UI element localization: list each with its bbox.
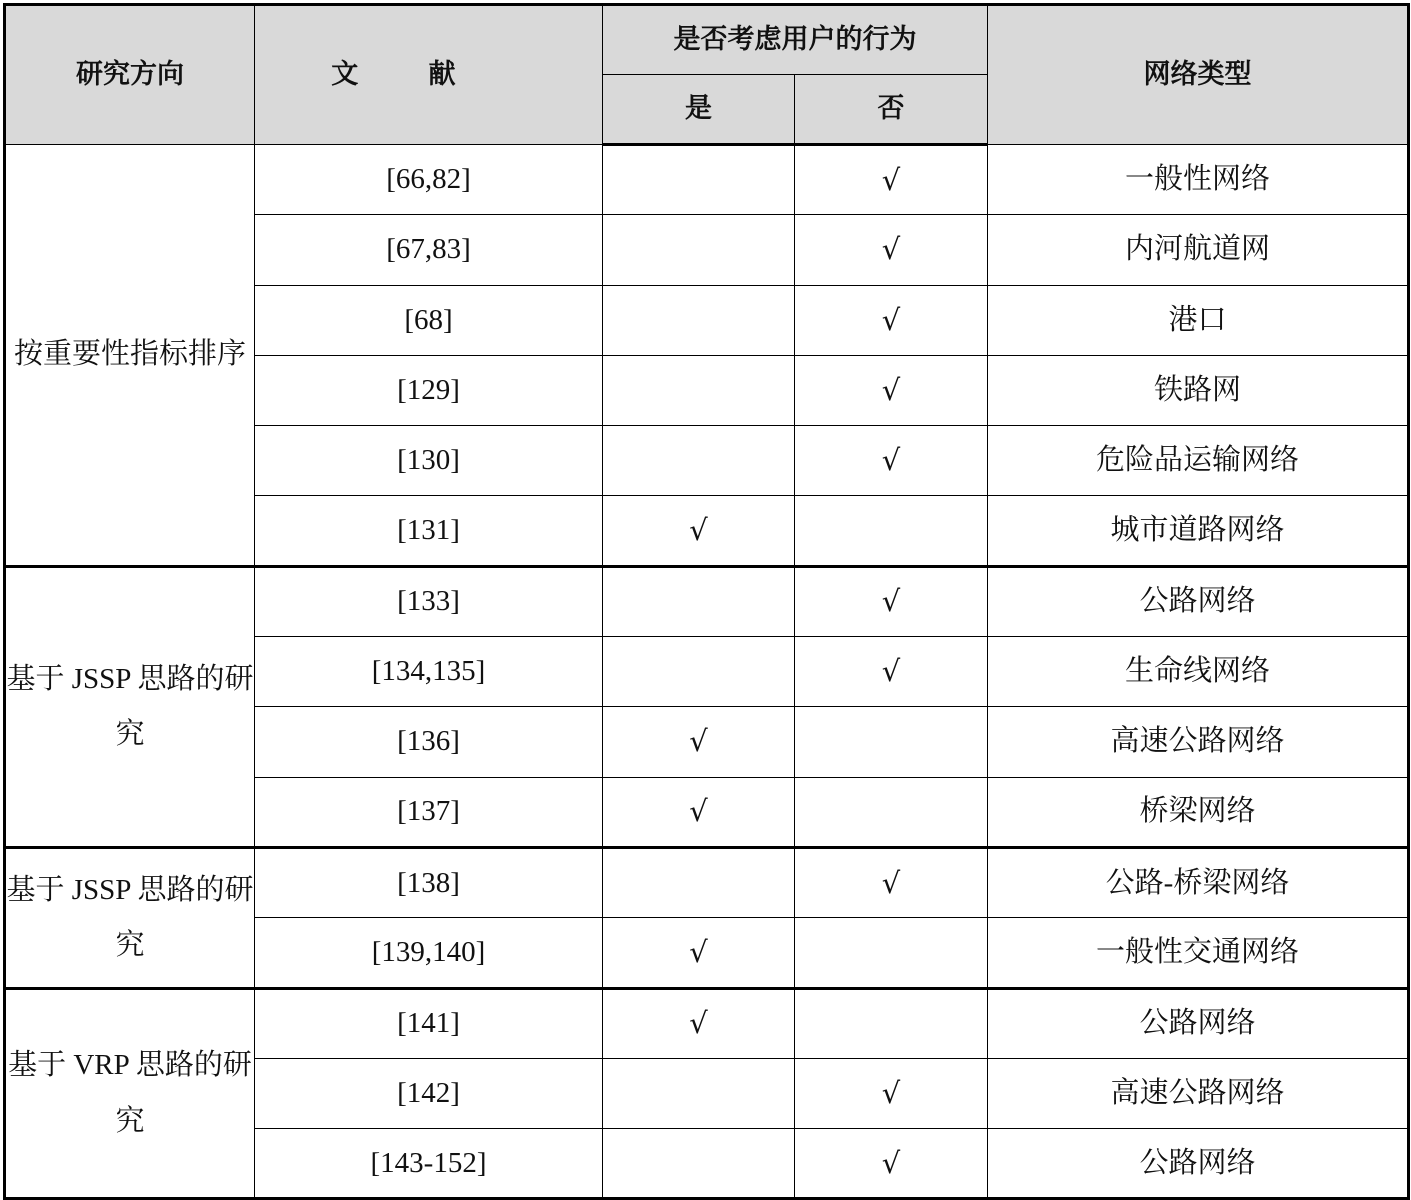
considers-user-no-cell xyxy=(795,777,988,847)
considers-user-yes-cell xyxy=(603,285,795,355)
header-yes: 是 xyxy=(603,75,795,145)
table-header xyxy=(5,5,1409,145)
network-type-cell: 一般性网络 xyxy=(988,145,1409,215)
research-direction-cell: 按重要性指标排序 xyxy=(5,145,255,567)
header-no: 否 xyxy=(795,75,988,145)
reference-cell: [130] xyxy=(255,426,603,496)
considers-user-no-cell: √ xyxy=(795,426,988,496)
research-direction-cell: 基于 JSSP 思路的研究 xyxy=(5,566,255,847)
considers-user-no-cell xyxy=(795,918,988,988)
header-direction: 研究方向 xyxy=(5,5,255,145)
considers-user-no-cell: √ xyxy=(795,1129,988,1199)
considers-user-yes-cell xyxy=(603,145,795,215)
research-direction-cell: 基于 VRP 思路的研究 xyxy=(5,988,255,1199)
network-type-cell: 公路-桥梁网络 xyxy=(988,847,1409,917)
header-literature: 文献 xyxy=(255,5,603,145)
table-row xyxy=(5,988,1409,1058)
network-type-cell: 城市道路网络 xyxy=(988,496,1409,566)
considers-user-yes-cell xyxy=(603,215,795,285)
considers-user-yes-cell xyxy=(603,1058,795,1128)
network-type-cell: 公路网络 xyxy=(988,1129,1409,1199)
reference-cell: [131] xyxy=(255,496,603,566)
considers-user-yes-cell xyxy=(603,637,795,707)
research-direction-cell: 基于 JSSP 思路的研究 xyxy=(5,847,255,988)
considers-user-yes-cell xyxy=(603,566,795,636)
considers-user-no-cell: √ xyxy=(795,1058,988,1128)
header-network-type: 网络类型 xyxy=(988,5,1409,145)
considers-user-yes-cell xyxy=(603,426,795,496)
reference-cell: [143-152] xyxy=(255,1129,603,1199)
reference-cell: [139,140] xyxy=(255,918,603,988)
network-type-cell: 港口 xyxy=(988,285,1409,355)
literature-comparison-table xyxy=(3,3,1410,1200)
table-body xyxy=(5,145,1409,1199)
reference-cell: [68] xyxy=(255,285,603,355)
considers-user-yes-cell: √ xyxy=(603,988,795,1058)
reference-cell: [134,135] xyxy=(255,637,603,707)
table-row xyxy=(5,145,1409,215)
considers-user-no-cell: √ xyxy=(795,566,988,636)
reference-cell: [141] xyxy=(255,988,603,1058)
table-row xyxy=(5,847,1409,917)
considers-user-yes-cell: √ xyxy=(603,707,795,777)
reference-cell: [136] xyxy=(255,707,603,777)
network-type-cell: 内河航道网 xyxy=(988,215,1409,285)
network-type-cell: 危险品运输网络 xyxy=(988,426,1409,496)
considers-user-yes-cell: √ xyxy=(603,777,795,847)
reference-cell: [142] xyxy=(255,1058,603,1128)
reference-cell: [129] xyxy=(255,355,603,425)
network-type-cell: 高速公路网络 xyxy=(988,1058,1409,1128)
considers-user-no-cell: √ xyxy=(795,215,988,285)
network-type-cell: 公路网络 xyxy=(988,988,1409,1058)
considers-user-no-cell: √ xyxy=(795,145,988,215)
network-type-cell: 公路网络 xyxy=(988,566,1409,636)
considers-user-yes-cell xyxy=(603,355,795,425)
network-type-cell: 一般性交通网络 xyxy=(988,918,1409,988)
table-row xyxy=(5,566,1409,636)
reference-cell: [67,83] xyxy=(255,215,603,285)
considers-user-no-cell: √ xyxy=(795,847,988,917)
reference-cell: [66,82] xyxy=(255,145,603,215)
considers-user-yes-cell: √ xyxy=(603,918,795,988)
considers-user-no-cell xyxy=(795,496,988,566)
network-type-cell: 高速公路网络 xyxy=(988,707,1409,777)
considers-user-yes-cell xyxy=(603,847,795,917)
considers-user-no-cell xyxy=(795,707,988,777)
reference-cell: [133] xyxy=(255,566,603,636)
considers-user-no-cell: √ xyxy=(795,637,988,707)
considers-user-yes-cell xyxy=(603,1129,795,1199)
network-type-cell: 生命线网络 xyxy=(988,637,1409,707)
network-type-cell: 铁路网 xyxy=(988,355,1409,425)
header-user-behavior: 是否考虑用户的行为 xyxy=(603,5,988,75)
reference-cell: [138] xyxy=(255,847,603,917)
considers-user-no-cell: √ xyxy=(795,285,988,355)
considers-user-no-cell: √ xyxy=(795,355,988,425)
considers-user-no-cell xyxy=(795,988,988,1058)
reference-cell: [137] xyxy=(255,777,603,847)
network-type-cell: 桥梁网络 xyxy=(988,777,1409,847)
considers-user-yes-cell: √ xyxy=(603,496,795,566)
